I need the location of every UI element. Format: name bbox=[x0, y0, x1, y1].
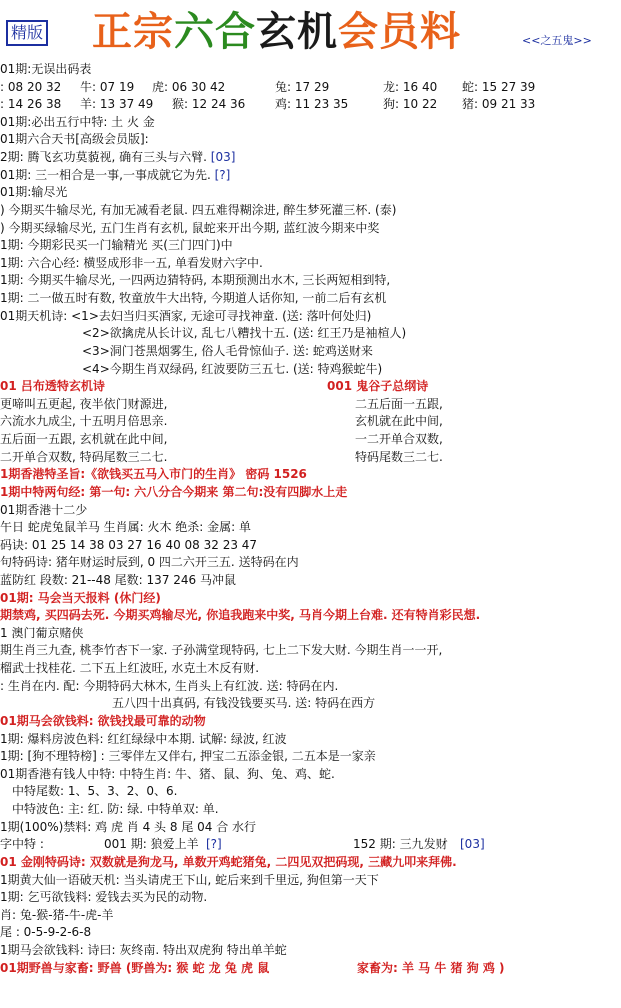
line-text: 1期: 今期彩民买一门输精光 买(三门四门)中 bbox=[0, 238, 233, 253]
text-line bbox=[0, 590, 161, 607]
line-text: 尾 : 0-5-9-2-6-8 bbox=[0, 925, 92, 940]
text-cell: 二开单合双数, 特码尾数三二七. bbox=[0, 449, 168, 464]
text-cell: 中特尾数: 1、5、3、2、0、6. bbox=[12, 784, 178, 799]
text-line bbox=[0, 272, 390, 289]
line-text: 期生肖三九查, 桃李竹杏下一家. 子孙满堂现特码, 七上二下发大财. 今期生肖一一开, bbox=[0, 643, 443, 658]
text-cell: 虎: 06 30 42 bbox=[152, 79, 226, 94]
title-part: 会员料 bbox=[338, 8, 461, 55]
text-line bbox=[0, 854, 457, 871]
line-text: 01期香港有钱人中特: 中特生肖: 牛、猪、鼠、狗、兔、鸡、蛇. bbox=[0, 766, 335, 781]
text-cell: 鸡: 11 23 35 bbox=[275, 97, 349, 112]
text-cell: 兔: 17 29 bbox=[275, 79, 330, 94]
line-text: : 生肖在内. 配: 今期特码大林木, 生肖头上有红波. 送: 特码在内. bbox=[0, 678, 339, 693]
text-cell: 特码尾数三二七. bbox=[355, 449, 443, 464]
text-line bbox=[0, 184, 67, 201]
line-tail: [03] bbox=[210, 150, 236, 165]
text-line bbox=[0, 625, 83, 642]
text-line bbox=[0, 766, 335, 783]
line-text: 01期:输尽光 bbox=[0, 185, 68, 200]
line-tail: [?] bbox=[214, 167, 231, 182]
line-text: 01期:必出五行中特: 土 火 金 bbox=[0, 114, 155, 129]
line-text: 1期中特两句经: 第一句: 六八分合今期来 第二句:没有四脚水上走 bbox=[0, 484, 348, 499]
text-line bbox=[0, 642, 442, 659]
text-line bbox=[0, 554, 299, 571]
line-text: 期禁鸡, 买四码去死. 今期买鸡输尽光, 你追我跑来中奖, 马肖今期上台难. 还有特肖彩民想. bbox=[0, 608, 481, 623]
text-line bbox=[0, 220, 379, 237]
text-cell: 猪: 09 21 33 bbox=[462, 97, 536, 112]
line-text: 01期香港十二少 bbox=[0, 502, 88, 517]
line-text: 1期黄大仙一语破天机: 当头请虎王下山, 蛇后来到千里远, 狗但第一天下 bbox=[0, 872, 379, 887]
line-text: ) 今期买绿输尽光, 五门生肖有玄机, 鼠蛇来开出今期, 蓝红波今期来中奖 bbox=[0, 220, 380, 235]
text-line bbox=[0, 502, 87, 519]
text-line bbox=[0, 255, 263, 272]
line-text: 午日 蛇虎兔鼠羊马 生肖属: 火木 绝杀: 金属: 单 bbox=[0, 520, 252, 535]
text-cell: : 14 26 38 bbox=[0, 97, 62, 112]
text-line bbox=[0, 537, 257, 554]
line-text: 1期: 今期买牛输尽光, 一四两边猜特码, 本期预测出水木, 三长两短相到特, bbox=[0, 273, 391, 288]
line-text: 句特码诗: 猪年财运时辰到, 0 四二六开三五. 送特码在内 bbox=[0, 555, 299, 570]
line-text: 1期: [狗不理特榜] : 三零伴左又伴右, 押宝二五添金银, 二五本是一家亲 bbox=[0, 749, 376, 764]
line-text: 01期六合天书[高级会员版]: bbox=[0, 132, 149, 147]
edition-badge: 精版 bbox=[6, 20, 48, 46]
line-text: 1期: 六合心经: 横竖成形非一五, 单看发财六字中. bbox=[0, 255, 263, 270]
line-text: 1期马会欲钱料: 诗曰: 灰终南. 特出双虎狗 特出单羊蛇 bbox=[0, 943, 287, 957]
text-line bbox=[0, 678, 338, 695]
text-line bbox=[0, 942, 287, 959]
text-line bbox=[0, 167, 230, 184]
line-text: 1 澳门葡京赌侠 bbox=[0, 625, 84, 640]
line-text: 1期: 乞丐欲钱料: 爱钱去买为民的动物. bbox=[0, 890, 208, 905]
text-line bbox=[0, 519, 251, 536]
text-cell: <3>洞门苍黑烟雾生, 俗人毛骨惊仙子. 送: 蛇鸡送财来 bbox=[82, 343, 373, 358]
line-text: 01期: 马会当天报料 (休门经) bbox=[0, 590, 161, 605]
title-part: 正宗 bbox=[92, 8, 174, 55]
text-line bbox=[0, 61, 91, 78]
text-cell: 一二开单合双数, bbox=[355, 432, 443, 447]
text-line bbox=[0, 308, 371, 325]
line-text: 1期香港特圣旨:《欲钱买五马入市门的生肖》 密码 1526 bbox=[0, 467, 307, 482]
text-line bbox=[0, 924, 91, 941]
text-cell: 001 期: 狼爱上羊 bbox=[104, 837, 199, 852]
text-line bbox=[0, 660, 259, 677]
text-cell: : 08 20 32 bbox=[0, 79, 62, 94]
title-part: 六合 bbox=[174, 8, 256, 55]
text-cell: 五八四十出真码, 有钱没钱要买马. 送: 特码在西方 bbox=[112, 696, 376, 711]
text-line bbox=[0, 889, 207, 906]
text-line bbox=[0, 713, 206, 730]
line-text: 01期:无误出码表 bbox=[0, 62, 92, 76]
text-line bbox=[0, 872, 379, 889]
line-text: 蓝防红 段数: 21--48 尾数: 137 246 马冲鼠 bbox=[0, 572, 236, 587]
text-cell: <4>今期生肖双绿码, 红波要防三五七. (送: 特鸡猴蛇牛) bbox=[82, 361, 383, 376]
text-cell: 001 鬼谷子总纲诗 bbox=[327, 379, 429, 394]
text-cell: 猴: 12 24 36 bbox=[172, 97, 246, 112]
text-cell: 牛: 07 19 bbox=[80, 79, 135, 94]
line-text: 1期(100%)禁料: 鸡 虎 肖 4 头 8 尾 04 合 水行 bbox=[0, 819, 257, 834]
page-subtitle: <<之五鬼>> bbox=[522, 34, 592, 47]
text-cell: 二五后面一五跟, bbox=[355, 396, 443, 411]
line-text: 码诀: 01 25 14 38 03 27 16 40 08 32 23 47 bbox=[0, 537, 258, 552]
text-cell: [?] bbox=[206, 837, 222, 852]
line-text: 01期天机诗: <1>去妇当归买酒家, 无途可寻找神童. (送: 落叶何处归) bbox=[0, 308, 372, 323]
text-cell: 龙: 16 40 bbox=[383, 79, 438, 94]
text-line bbox=[0, 731, 286, 748]
line-text: 1期: 二一做五时有数, 牧童放牛大出特, 今期道人话你知, 一前二后有玄机 bbox=[0, 291, 387, 306]
line-text: 榴武士找桂花. 二下五上红波旺, 水克土木反有财. bbox=[0, 661, 260, 676]
line-text: 2期: 腾飞玄功莫藐视, 确有三头与六臂. bbox=[0, 150, 211, 165]
text-cell: 六流水九成尘, 十五明月倍思亲. bbox=[0, 414, 168, 429]
text-line bbox=[0, 466, 307, 483]
text-cell: 更啼叫五更起, 夜半依门财源进, bbox=[0, 396, 168, 411]
text-line bbox=[0, 748, 376, 765]
text-line bbox=[0, 290, 386, 307]
line-text: 1期: 爆料房波色料: 红红绿绿中本期. 试解: 绿波, 红波 bbox=[0, 731, 287, 746]
line-text: 01期: 三一相合是一事,一事成就它为先. bbox=[0, 167, 215, 182]
text-line bbox=[0, 819, 256, 836]
text-line bbox=[0, 202, 396, 219]
page-title bbox=[92, 4, 461, 60]
text-cell: 玄机就在此中间, bbox=[355, 414, 443, 429]
line-text: 01 金刚特码诗: 双数就是狗龙马, 单数开鸡蛇猪兔, 二四见双把码现, 三藏九叩来拜佛. bbox=[0, 854, 457, 869]
text-cell: 中特波色: 主: 红. 防: 绿. 中特单双: 单. bbox=[12, 802, 219, 817]
text-line bbox=[0, 131, 149, 148]
text-line bbox=[0, 114, 155, 131]
text-cell: 01期野兽与家畜: 野兽 (野兽为: 猴 蛇 龙 兔 虎 鼠 bbox=[0, 960, 270, 975]
text-line bbox=[0, 572, 236, 589]
text-line bbox=[0, 607, 480, 624]
text-cell: 家畜为: 羊 马 牛 猪 狗 鸡 ) bbox=[357, 960, 505, 975]
text-line bbox=[0, 907, 114, 924]
text-line bbox=[0, 237, 233, 254]
text-cell: 五后面一五跟, 玄机就在此中间, bbox=[0, 432, 168, 447]
text-cell: 狗: 10 22 bbox=[383, 97, 438, 112]
line-text: 肖: 兔-猴-猪-牛-虎-羊 bbox=[0, 907, 114, 922]
text-cell: <2>欲擒虎从长计议, 乱七八糟找十五. (送: 红王乃是袖楦人) bbox=[82, 326, 407, 341]
text-cell: 01 吕布透特玄机诗 bbox=[0, 379, 105, 394]
text-cell: 蛇: 15 27 39 bbox=[462, 79, 536, 94]
text-line bbox=[0, 149, 235, 166]
line-text: 01期马会欲钱料: 欲钱找最可靠的动物 bbox=[0, 713, 206, 728]
title-part: 玄机 bbox=[256, 8, 338, 55]
text-cell: 羊: 13 37 49 bbox=[80, 97, 154, 112]
text-cell: 字中特 : bbox=[0, 837, 44, 852]
line-text: ) 今期买牛输尽光, 有加无减看老鼠. 四五难得糊涂进, 醉生梦死灌三杯. (泰) bbox=[0, 202, 397, 217]
text-cell: [03] bbox=[460, 837, 485, 852]
text-line bbox=[0, 484, 347, 501]
text-cell: 152 期: 三九发财 bbox=[353, 837, 448, 852]
